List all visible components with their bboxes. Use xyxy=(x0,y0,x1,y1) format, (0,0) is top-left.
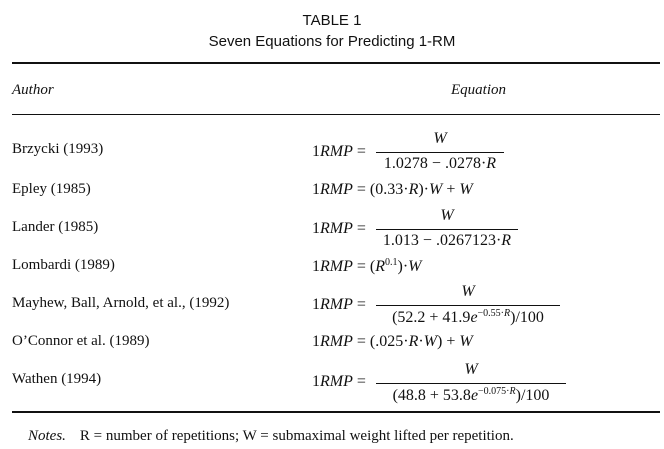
equation-lhs: 1RMP = xyxy=(312,143,366,160)
table-label: TABLE 1 xyxy=(302,12,362,29)
column-header-equation: Equation xyxy=(451,82,506,98)
top-rule xyxy=(12,62,660,64)
equation-denominator: $(48.8 + 53.8e^{-0.075\cdot R})/100$ xyxy=(392,386,550,404)
fraction-bar xyxy=(376,229,518,230)
author-epley: Epley (1985) xyxy=(12,181,91,197)
table-caption: Seven Equations for Predicting 1-RM xyxy=(208,33,456,50)
author-mayhew: Mayhew, Ball, Arnold, et al., (1992) xyxy=(12,295,230,311)
equation-denominator: 1.0278 − .0278·R xyxy=(383,155,497,172)
equation-oconnor: 1RMP = (.025·R·W) + W xyxy=(312,333,473,350)
fraction-bar xyxy=(376,305,560,306)
equation-lhs: 1RMP = xyxy=(312,220,366,237)
author-lander: Lander (1985) xyxy=(12,219,99,235)
equation-lombardi: $1RMP = (R^{0.1})\cdot W$ xyxy=(312,257,422,275)
equation-numerator: W xyxy=(461,283,475,300)
header-rule xyxy=(12,114,660,115)
column-header-author: Author xyxy=(12,82,54,98)
fraction-bar xyxy=(376,152,504,153)
equation-lhs: 1RMP = xyxy=(312,373,366,390)
equation-denominator: 1.013 − .0267123·R xyxy=(382,232,512,249)
author-lombardi: Lombardi (1989) xyxy=(12,257,115,273)
equation-epley: 1RMP = (0.33·R)·W + W xyxy=(312,181,473,198)
author-oconnor: O’Connor et al. (1989) xyxy=(12,333,150,349)
notes-label: Notes. xyxy=(28,428,66,444)
notes-text: R = number of repetitions; W = submaximal weight lifted per repetition. xyxy=(79,428,514,444)
equation-lhs: 1RMP = xyxy=(312,296,366,313)
table-notes xyxy=(28,428,514,445)
equation-numerator: W xyxy=(440,207,454,224)
bottom-rule xyxy=(12,411,660,413)
equation-numerator: W xyxy=(464,361,478,378)
fraction-bar xyxy=(376,383,566,384)
author-brzycki: Brzycki (1993) xyxy=(12,141,104,157)
equation-numerator: W xyxy=(433,130,447,147)
author-wathen: Wathen (1994) xyxy=(12,371,102,387)
equation-denominator: $(52.2 + 41.9e^{-0.55\cdot R})/100$ xyxy=(392,308,544,326)
